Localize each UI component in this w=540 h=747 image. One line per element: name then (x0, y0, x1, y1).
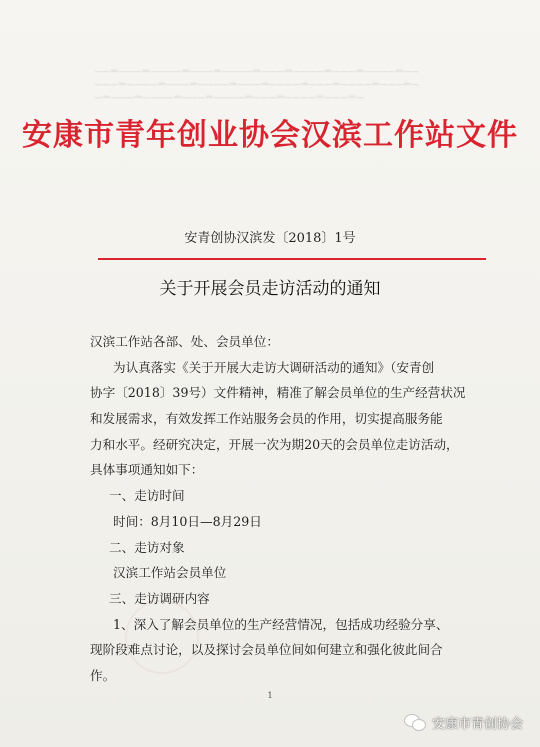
wechat-icon (404, 713, 426, 731)
watermark-text: 安康市青创协会 (432, 716, 524, 732)
page-number: 1 (267, 691, 273, 700)
wechat-watermark (404, 710, 523, 734)
notice-subject: 关于开展会员走访活动的通知 (159, 279, 381, 299)
paragraph-line-3: 和发展需求，有效发挥工作站服务会员的作用，切实提高服务能 (90, 411, 443, 426)
section-3-line-1: 1、深入了解会员单位的生产经营情况，包括成功经验分享、 (113, 617, 449, 632)
section-3-line-2: 现阶段难点讨论，以及探讨会员单位间如何建立和强化彼此间合 (90, 642, 443, 657)
red-divider-line (98, 258, 486, 260)
section-heading-1: 一、走访时间 (109, 488, 185, 503)
section-2-line-1: 汉滨工作站会员单位 (113, 565, 227, 580)
section-1-line-1: 时间：8月10日—8月29日 (113, 514, 262, 529)
paragraph-line-1: 为认真落实《关于开展大走访大调研活动的通知》（安青创 (113, 360, 435, 375)
paragraph-line-4: 力和水平。经研究决定，开展一次为期20天的会员单位走访活动， (90, 437, 459, 452)
section-3-line-3: 作。 (90, 668, 116, 683)
paragraph-line-2: 协字〔2018〕39号）文件精神，精准了解会员单位的生产经营状况 (90, 385, 466, 400)
document-number: 安青创协汉滨发〔2018〕1号 (184, 231, 356, 246)
document-title: 安康市青年创业协会汉滨工作站文件 (22, 118, 518, 153)
paragraph-line-5: 具体事项通知如下： (90, 462, 204, 477)
salutation: 汉滨工作站各部、处、会员单位： (90, 334, 279, 349)
show-through-texture: ▁▁▂▁▁▁▂▁▁▁▁▂▁▁▁▂▁▁▁▁▂▁▁▁▂▁▁▁▁▂▁▁▁▂▁▁▁▁▂▁▁ ▁▁▁▂▁▁▁▁▂▁▁▁▂▁▁▁▁▂▁▁▁▂▁▁▁▁▂▁▁▁▂▁▁▁▁▂▁▁▁▂▁ ▁▂▁▁▁▂▁▁▁▁▂▁▁▁▂▁▁▁▁▂▁▁▁▂▁▁▁▁▂▁▁▁▂▁ (95, 63, 420, 99)
section-heading-3: 三、走访调研内容 (109, 591, 210, 606)
section-heading-2: 二、走访对象 (109, 540, 185, 555)
faded-seal-texture (125, 600, 199, 674)
